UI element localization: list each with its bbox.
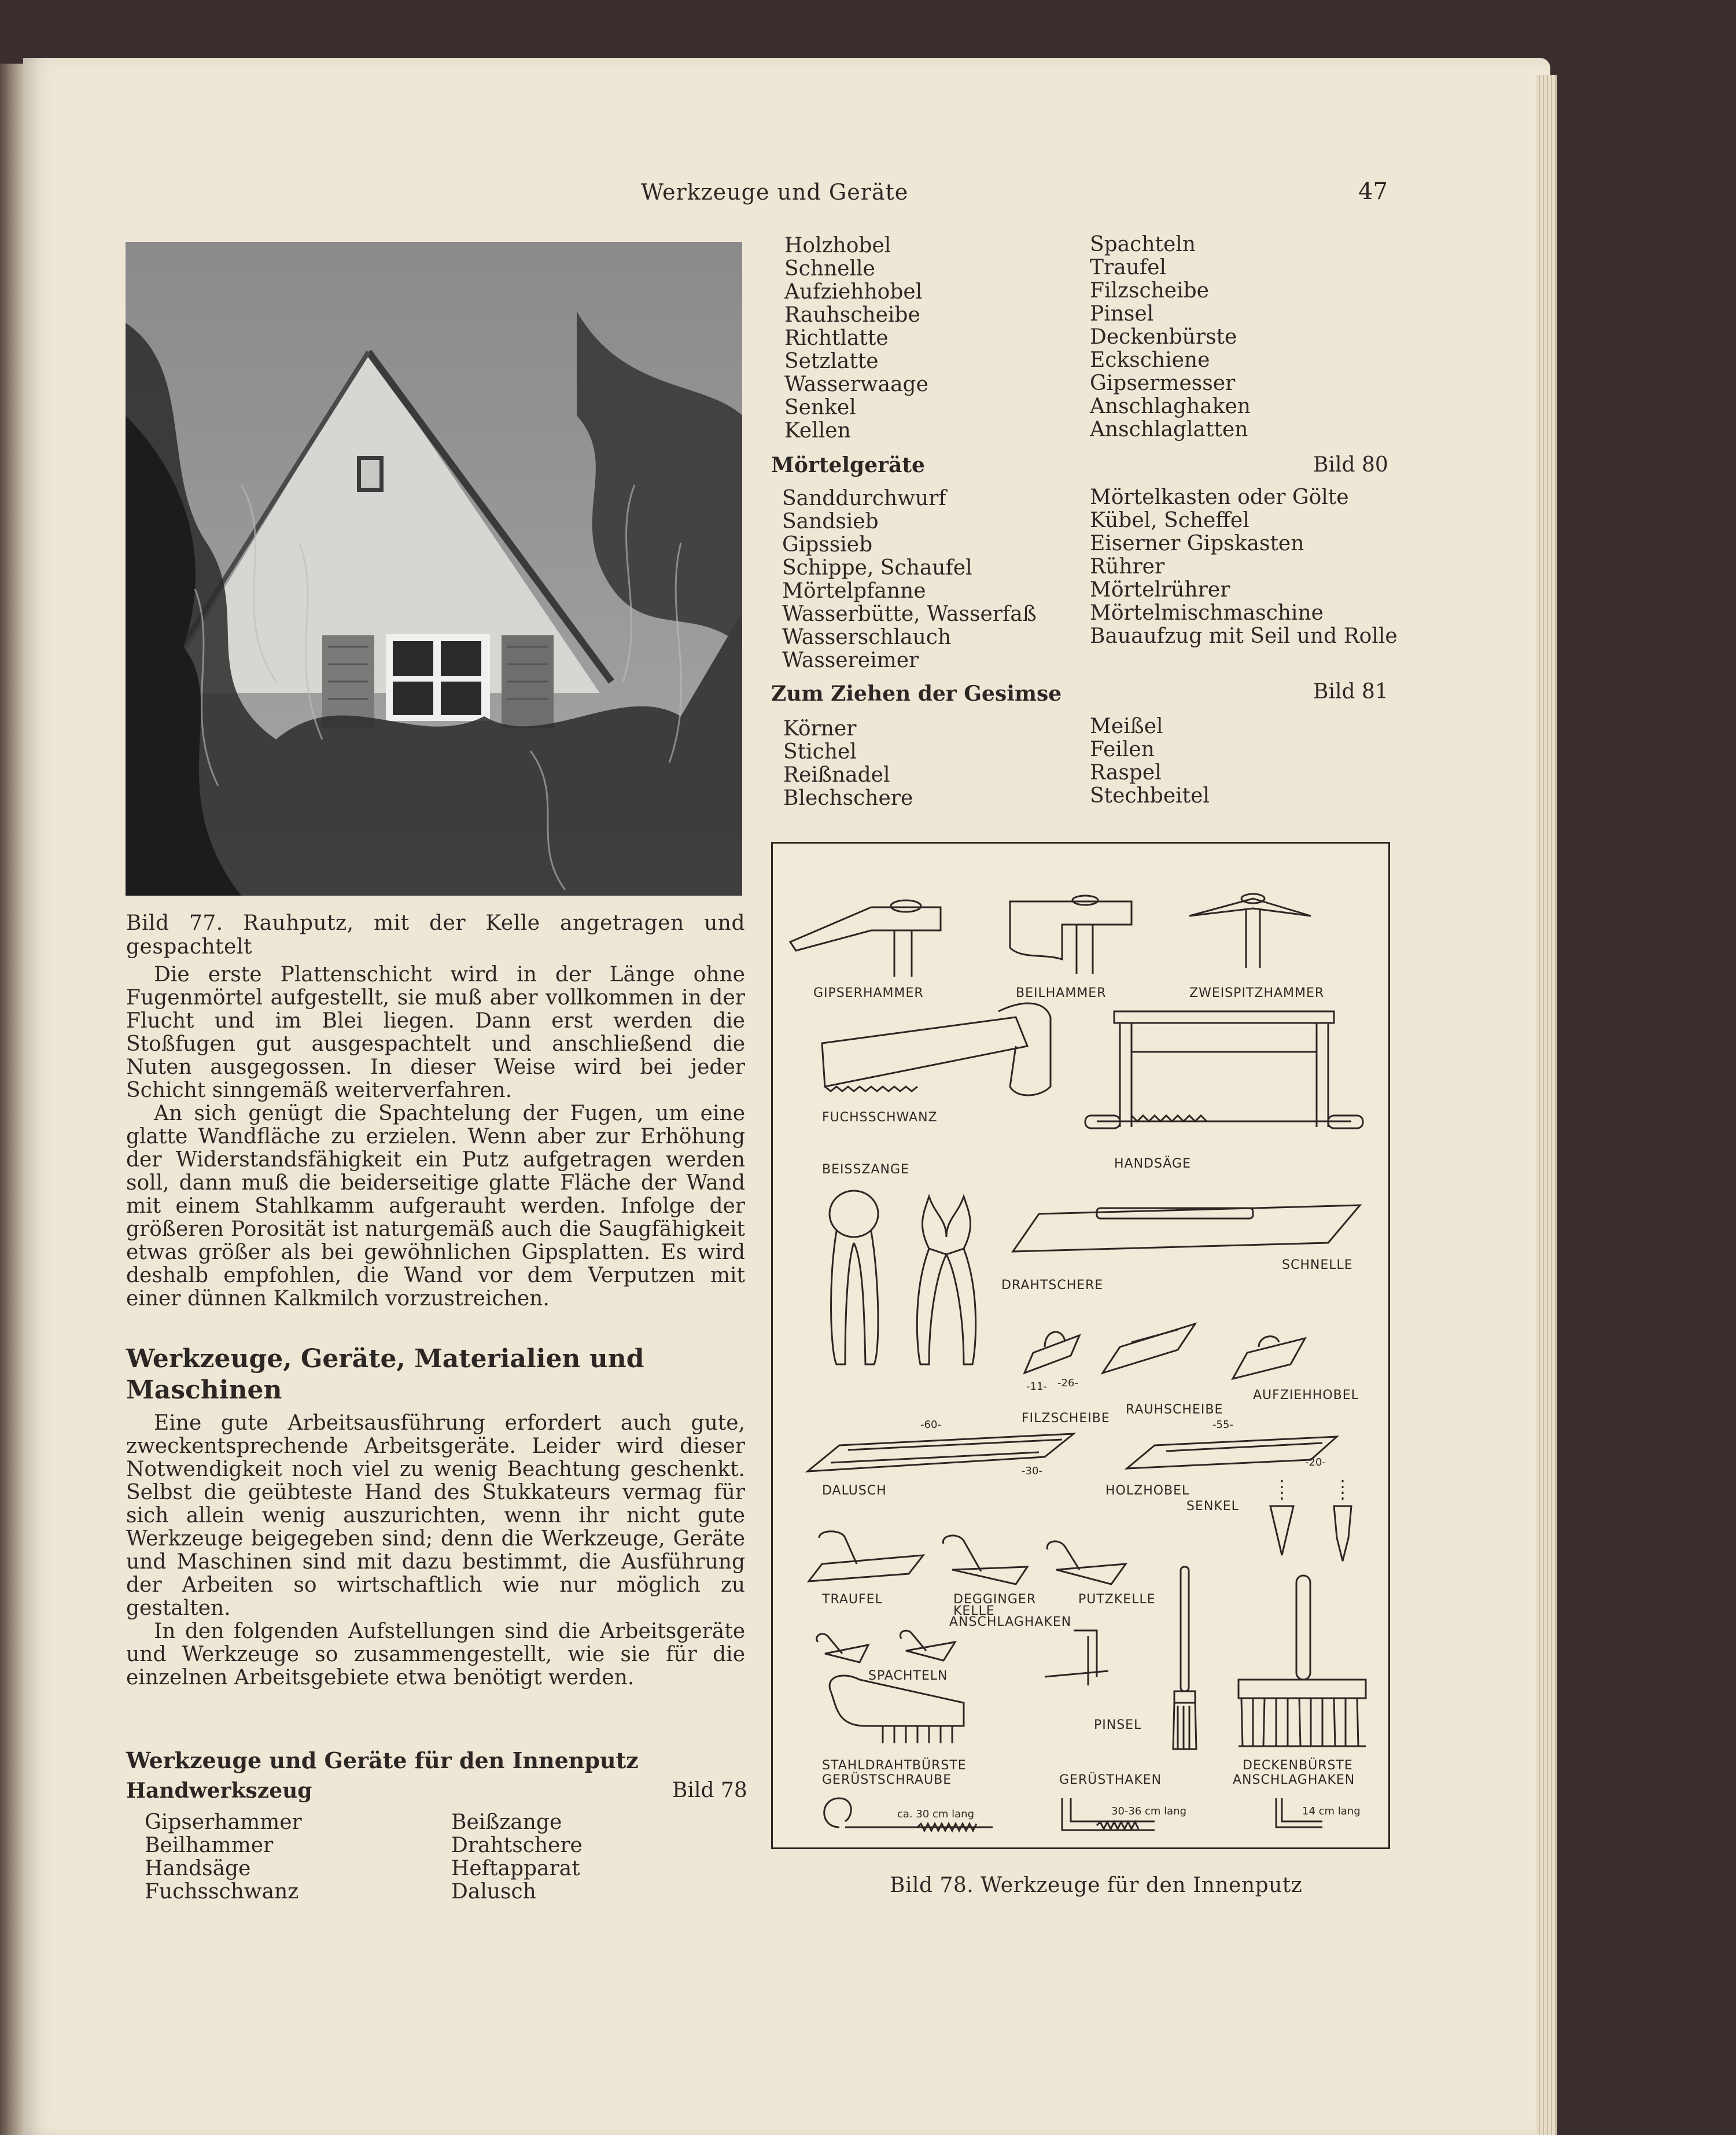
len-geruestschraube: ca. 30 cm lang — [897, 1808, 975, 1820]
label-fuchsschwanz: FUCHSSCHWANZ — [822, 1110, 938, 1125]
traufel-icon — [809, 1532, 923, 1581]
handwerkszeug-subheading: Handwerkszeug — [126, 1779, 312, 1803]
spachteln-icon — [817, 1630, 955, 1662]
bild-81-reference: Bild 81 — [1313, 680, 1388, 704]
dalusch-length-dim: -60- — [920, 1419, 941, 1431]
tools-figure — [771, 842, 1390, 1849]
innenputz-list-col1 — [145, 1811, 302, 1904]
label-pinsel: PINSEL — [1094, 1718, 1142, 1732]
senkel-icon — [1270, 1480, 1351, 1561]
list-item: Wasserschlauch — [782, 625, 952, 649]
label-holzhobel: HOLZHOBEL — [1105, 1484, 1190, 1498]
bild-80-reference: Bild 80 — [1313, 453, 1388, 477]
list-item: Schippe, Schaufel — [782, 556, 972, 580]
list-item: Richtlatte — [784, 326, 889, 350]
running-title: Werkzeuge und Geräte — [641, 179, 909, 205]
list-item: Wassereimer — [782, 649, 919, 672]
label-drahtschere: DRAHTSCHERE — [1001, 1278, 1104, 1293]
label-gipserhammer: GIPSERHAMMER — [813, 986, 924, 1000]
house-photo — [126, 242, 742, 896]
label-geruestschraube: GERÜSTSCHRAUBE — [822, 1773, 952, 1787]
moertel-list-col1 — [782, 487, 1037, 672]
gesimse-list-col2 — [1090, 715, 1210, 808]
hobel-length-dim: -55- — [1212, 1419, 1233, 1431]
section-heading: Werkzeuge, Geräte, Materialien und Maschinen — [126, 1344, 644, 1405]
list-item: Mörtelpfanne — [782, 579, 926, 603]
list-item: Beißzange — [451, 1810, 562, 1834]
photo-caption: Bild 77. Rauhputz, mit der Kelle angetragen und gespachtelt — [126, 911, 745, 959]
rauhscheibe-icon — [1103, 1324, 1195, 1373]
beisszange-icon — [830, 1191, 878, 1364]
filz-width-dim: -11- — [1026, 1381, 1047, 1393]
list-item: Reißnadel — [783, 763, 890, 787]
moertel-heading: Mörtelgeräte — [771, 453, 925, 477]
label-dalusch: DALUSCH — [822, 1484, 887, 1498]
label-anschlaghaken-2: ANSCHLAGHAKEN — [1233, 1773, 1355, 1787]
list-item: Sandsieb — [782, 510, 879, 533]
list-item: Gipssieb — [782, 533, 873, 557]
list-item: Raspel — [1090, 761, 1162, 785]
intro-paragraph: Die erste Plattenschicht wird in der Länge ohne Fugenmörtel aufgestellt, sie muß aber vollkommen in der Flucht und im Blei liegen. Dann erst werden die Stoßfugen gut ausgespachtelt und anschließend die Nuten ausgegossen. In dieser Weise wird bei jeder Schicht sinngemäß weiterverfahren. — [126, 963, 745, 1102]
tools-list-col2 — [1090, 233, 1251, 441]
figure-caption: Bild 78. Werkzeuge für den Innenputz — [890, 1873, 1303, 1897]
label-traufel: TRAUFEL — [822, 1592, 883, 1607]
list-item: Sanddurchwurf — [782, 487, 946, 510]
list-item: Dalusch — [451, 1880, 536, 1904]
schnelle-icon — [1013, 1205, 1360, 1251]
label-filzscheibe: FILZSCHEIBE — [1022, 1411, 1110, 1426]
hobel-width-dim: -20- — [1305, 1456, 1326, 1468]
label-aufziehhobel: AUFZIEHHOBEL — [1253, 1388, 1359, 1403]
list-item: Drahtschere — [451, 1834, 583, 1857]
section-paragraph: In den folgenden Aufstellungen sind die Arbeitsgeräte und Werkzeuge so zusammengestellt, wie sie für die einzelnen Arbeitsgebiete etwa benötigt werden. — [126, 1619, 745, 1689]
handsaege-icon — [1085, 1011, 1363, 1128]
label-spachteln: SPACHTELN — [868, 1669, 948, 1683]
list-item: Rauhscheibe — [784, 303, 920, 327]
label-senkel: SENKEL — [1186, 1499, 1239, 1514]
label-handsaege: HANDSÄGE — [1114, 1157, 1191, 1171]
filzscheibe-icon — [1024, 1332, 1079, 1373]
tools-list-col1 — [784, 234, 928, 443]
len-geruesthaken: 30-36 cm lang — [1111, 1805, 1187, 1817]
list-item: Setzlatte — [784, 349, 879, 373]
label-degginger: DEGGINGER — [953, 1592, 1037, 1607]
putzkelle-icon — [1047, 1541, 1126, 1584]
list-item: Pinsel — [1090, 302, 1154, 326]
list-item: Deckenbürste — [1090, 325, 1237, 349]
list-item: Aufziehhobel — [784, 280, 923, 304]
label-zweispitzhammer: ZWEISPITZHAMMER — [1189, 986, 1325, 1000]
gesimse-heading: Zum Ziehen der Gesimse — [771, 682, 1062, 706]
list-item: Heftapparat — [451, 1857, 580, 1880]
stahldrahtbuerste-icon — [830, 1676, 964, 1743]
label-beilhammer: BEILHAMMER — [1016, 986, 1107, 1000]
list-item: Bauaufzug mit Seil und Rolle — [1090, 624, 1398, 648]
list-item: Spachteln — [1090, 233, 1196, 256]
list-item: Kellen — [784, 419, 851, 443]
list-item: Mörtelrührer — [1090, 578, 1230, 602]
label-putzkelle: PUTZKELLE — [1078, 1592, 1156, 1607]
label-geruesthaken: GERÜSTHAKEN — [1059, 1773, 1162, 1787]
fuchsschwanz-icon — [822, 1003, 1051, 1095]
intro-text — [126, 963, 745, 1311]
anschlaghaken-icon — [1045, 1630, 1108, 1685]
list-item: Filzscheibe — [1090, 279, 1209, 303]
list-item: Senkel — [784, 396, 856, 419]
pinsel-icon — [1173, 1567, 1196, 1749]
deckenbuerste-icon — [1239, 1576, 1366, 1746]
list-item: Wasserwaage — [784, 373, 928, 396]
len-anschlaghaken: 14 cm lang — [1302, 1805, 1361, 1817]
section-text — [126, 1412, 745, 1689]
filz-length-dim: -26- — [1057, 1377, 1078, 1389]
list-item: Rührer — [1090, 555, 1165, 579]
beilhammer-icon — [1010, 896, 1131, 974]
label-beisszange: BEISSZANGE — [822, 1162, 909, 1177]
list-item: Anschlaglatten — [1090, 418, 1248, 441]
bild-78-reference: Bild 78 — [672, 1779, 747, 1802]
list-item: Schnelle — [784, 257, 875, 281]
list-item: Eiserner Gipskasten — [1090, 532, 1304, 555]
list-item: Meißel — [1090, 715, 1163, 738]
list-item: Körner — [783, 717, 857, 741]
list-item: Feilen — [1090, 738, 1155, 761]
moertel-list-col2 — [1090, 486, 1398, 648]
dalusch-width-dim: -30- — [1022, 1465, 1042, 1477]
list-item: Beilhammer — [145, 1834, 274, 1857]
list-item: Eckschiene — [1090, 348, 1210, 372]
list-item: Holzhobel — [784, 234, 891, 257]
list-item: Stechbeitel — [1090, 784, 1210, 808]
label-deckenbuerste: DECKENBÜRSTE — [1243, 1758, 1353, 1773]
list-item: Stichel — [783, 740, 857, 764]
list-item: Fuchsschwanz — [145, 1880, 299, 1904]
page-number: 47 — [1358, 178, 1388, 205]
gipserhammer-icon — [790, 900, 941, 977]
list-item: Mörtelkasten oder Gölte — [1090, 485, 1349, 509]
list-item: Anschlaghaken — [1090, 395, 1251, 418]
aufziehhobel-icon — [1233, 1337, 1305, 1379]
innenputz-list-col2 — [451, 1811, 583, 1904]
label-schnelle: SCHNELLE — [1282, 1258, 1353, 1272]
intro-paragraph: An sich genügt die Spachtelung der Fugen, um eine glatte Wandfläche zu erzielen. Wenn aber zur Erhöhung der Widerstandsfähigkeit ein Putz aufgetragen werden soll, dann muß die beiderseitige glatte Fläche der Wand mit einem Stahlkamm aufgerauht werden. Infolge der größeren Porosität ist naturgemäß auch die Saugfähigkeit etwas größer als bei gewöhnlichen Gipsplatten. Es wird deshalb empfohlen, die Wand vor dem Verputzen mit einer dünnen Kalkmilch vorzustreichen. — [126, 1102, 745, 1311]
list-item: Kübel, Scheffel — [1090, 509, 1250, 532]
gesimse-list-col1 — [783, 717, 913, 810]
list-item: Handsäge — [145, 1857, 251, 1880]
label-kelle: KELLE — [953, 1604, 995, 1618]
innenputz-heading: Werkzeuge und Geräte für den Innenputz — [126, 1747, 639, 1773]
label-stahldrahtbuerste: STAHLDRAHTBÜRSTE — [822, 1758, 967, 1773]
list-item: Mörtelmischmaschine — [1090, 601, 1324, 625]
list-item: Blechschere — [783, 786, 913, 810]
drahtschere-icon — [917, 1197, 975, 1364]
section-paragraph: Eine gute Arbeitsausführung erfordert auch gute, zweckentsprechende Arbeitsgeräte. Leider wird dieser Notwendigkeit noch viel zu wenig Beachtung geschenkt. Selbst die geübteste Hand des Stukkateurs vermag für sich allein wenig auszurichten, wenn ihr nicht gute Werkzeuge beigegeben sind; denn die Werkzeuge, Geräte und Maschinen sind mit dazu bestimmt, die Ausführung der Arbeiten so wirtschaftlich wie nur möglich zu gestalten. — [126, 1411, 745, 1620]
list-item: Gipserhammer — [145, 1810, 302, 1834]
zweispitzhammer-icon — [1189, 894, 1311, 968]
list-item: Wasserbütte, Wasserfaß — [782, 602, 1037, 626]
list-item: Traufel — [1090, 256, 1167, 279]
label-anschlaghaken: ANSCHLAGHAKEN — [949, 1615, 1072, 1629]
degginger-kelle-icon — [943, 1536, 1027, 1584]
list-item: Gipsermesser — [1090, 371, 1236, 395]
page-edges — [1536, 75, 1557, 2135]
label-rauhscheibe: RAUHSCHEIBE — [1126, 1403, 1223, 1417]
